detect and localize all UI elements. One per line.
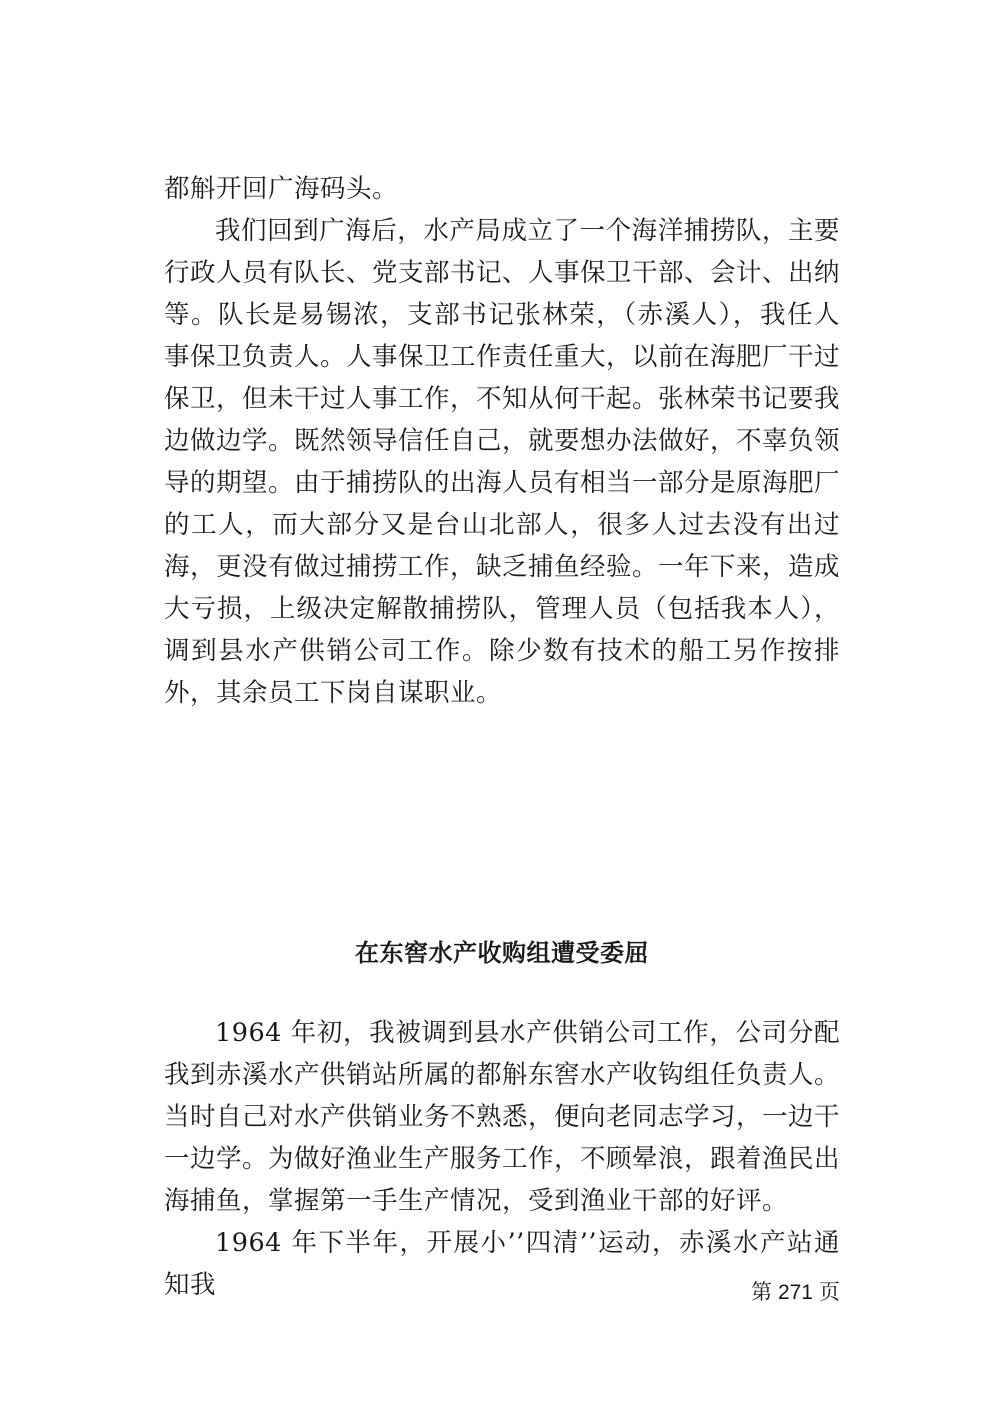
page-suffix: 页 <box>819 1280 840 1304</box>
paragraph-continuation: 都斛开回广海码头。 <box>164 174 399 204</box>
paragraph-1964-early: 1964 年初，我被调到县水产供销公司工作，公司分配我到赤溪水产供销站所属的都斛东窖水产收钩组任负责人。当时自己对水产供销业务不熟悉，便向老同志学习，一边干一边学。为做好渔业生产服务工作，不顾晕浪，跟着渔民出海捕鱼，掌握第一手生产情况，受到渔业干部的好评。 <box>164 1018 841 1216</box>
paragraph-1964-late: 1964 年下半年，开展小’’四清’’运动，赤溪水产站通知我 <box>164 1228 840 1300</box>
spacer <box>164 974 840 1012</box>
page-number-value: 271 <box>777 1281 813 1304</box>
paragraph-fishing-team: 我们回到广海后，水产局成立了一个海洋捕捞队，主要行政人员有队长、党支部书记、人事保卫干部、会计、出纳等。队长是易锡浓，支部书记张林荣，（赤溪人），我任人事保卫负责人。人事保卫工作责任重大，以前在海肥厂干过保卫，但未干过人事工作，不知从何干起。张林荣书记要我边做边学。既然领导信任自己，就要想办法做好，不辜负领导的期望。由于捕捞队的出海人员有相当一部分是原海肥厂的工人，而大部分又是台山北部人，很多人过去没有出过海，更没有做过捕捞工作，缺乏捕鱼经验。一年下来，造成大亏损，上级决定解散捕捞队，管理人员（包括我本人），调到县水产供销公司工作。除少数有技术的船工另作按排外，其余员工下岗自谋职业。 <box>164 216 841 708</box>
page-body <box>164 168 840 1306</box>
section-title: 在东窖水产收购组遭受委屈 <box>355 938 649 967</box>
page-number <box>740 1278 840 1307</box>
spacer <box>164 714 840 932</box>
page-prefix: 第 <box>750 1280 772 1304</box>
